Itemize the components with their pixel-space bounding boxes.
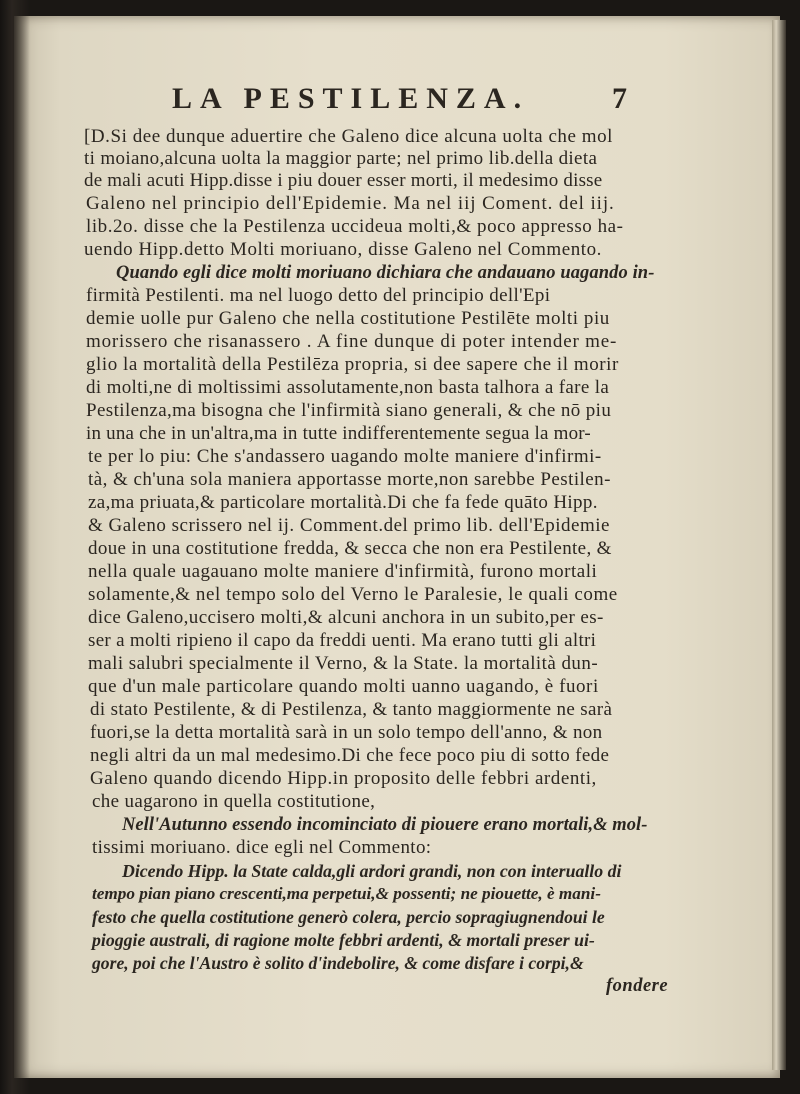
text-line: Galeno nel principio dell'Epidemie. Ma nel iij Coment. del iij. bbox=[86, 193, 615, 214]
text-line: & Galeno scrissero nel ij. Comment.del primo lib. dell'Epidemie bbox=[88, 515, 610, 536]
text-line: Dicendo Hipp. la State calda,gli ardori grandi, non con interuallo di bbox=[122, 861, 622, 881]
text-line: uendo Hipp.detto Molti moriuano, disse Galeno nel Commento. bbox=[84, 239, 602, 260]
text-line: mali salubri specialmente il Verno, & la State. la mortalità dun- bbox=[88, 653, 599, 674]
text-line: che uagarono in quella costitutione, bbox=[92, 791, 376, 812]
text-line: tà, & ch'una sola maniera apportasse morte,non sarebbe Pestilen- bbox=[88, 469, 611, 490]
text-line: za,ma priuata,& particolare mortalità.Di che fa fede quāto Hipp. bbox=[88, 492, 598, 513]
running-head: LA PESTILENZA. bbox=[172, 82, 530, 115]
text-line: Quando egli dice molti moriuano dichiara che andauano uagando in- bbox=[116, 263, 655, 283]
text-line: Nell'Autunno essendo incominciato di piouere erano mortali,& mol- bbox=[122, 815, 648, 835]
text-line: [D.Si dee dunque aduertire che Galeno dice alcuna uolta che mol bbox=[84, 126, 613, 147]
text-line: de mali acuti Hipp.disse i piu douer esser morti, il medesimo disse bbox=[84, 170, 603, 191]
text-line: demie uolle pur Galeno che nella costitutione Pestilēte molti piu bbox=[86, 308, 610, 329]
text-line: pioggie australi, di ragione molte febbri ardenti, & mortali preser ui- bbox=[92, 930, 595, 950]
text-line: glio la mortalità della Pestilēza propria, si dee sapere che il morir bbox=[86, 354, 619, 375]
text-line: di stato Pestilente, & di Pestilenza, & tanto maggiormente ne sarà bbox=[90, 699, 613, 720]
text-line: Pestilenza,ma bisogna che l'infirmità siano generali, & che nō piu bbox=[86, 400, 612, 421]
text-line: firmità Pestilenti. ma nel luogo detto del principio dell'Epi bbox=[86, 285, 551, 306]
text-line: Galeno quando dicendo Hipp.in proposito delle febbri ardenti, bbox=[90, 768, 597, 789]
text-line: tissimi moriuano. dice egli nel Commento: bbox=[92, 837, 432, 858]
text-line: morissero che risanassero . A fine dunque di poter intender me- bbox=[86, 331, 618, 352]
text-line: gore, poi che l'Austro è solito d'indebolire, & come disfare i corpi,& bbox=[92, 953, 584, 973]
text-line: festo che quella costitutione generò colera, percio sopragiugnendoui le bbox=[92, 907, 605, 927]
page-number: 7 bbox=[612, 82, 627, 115]
text-line: lib.2o. disse che la Pestilenza uccideua molti,& poco appresso ha- bbox=[86, 216, 624, 237]
text-line: negli altri da un mal medesimo.Di che fece poco piu di sotto fede bbox=[90, 745, 610, 766]
text-line: solamente,& nel tempo solo del Verno le Paralesie, le quali come bbox=[88, 584, 618, 605]
text-line: nella quale uagauano molte maniere d'infirmità, furono mortali bbox=[88, 561, 598, 582]
text-line: ser a molti ripieno il capo da freddi uenti. Ma erano tutti gli altri bbox=[88, 630, 597, 651]
text-line: doue in una costitutione fredda, & secca che non era Pestilente, & bbox=[88, 538, 612, 559]
text-line: ti moiano,alcuna uolta la maggior parte; nel primo lib.della dieta bbox=[84, 148, 598, 169]
text-line: que d'un male particolare quando molti uanno uagando, è fuori bbox=[88, 676, 599, 697]
text-line: tempo pian piano crescenti,ma perpetui,& possenti; ne piouette, è mani- bbox=[92, 884, 601, 903]
catchword: fondere bbox=[606, 976, 669, 996]
text-line: in una che in un'altra,ma in tutte indifferentemente segua la mor- bbox=[86, 423, 591, 444]
text-line: fuori,se la detta mortalità sarà in un solo tempo dell'anno, & non bbox=[90, 722, 603, 743]
text-line: dice Galeno,uccisero molti,& alcuni anchora in un subito,per es- bbox=[88, 607, 604, 628]
text-line: te per lo piu: Che s'andassero uagando molte maniere d'infirmi- bbox=[88, 446, 602, 467]
text-line: di molti,ne di moltissimi assolutamente,non basta talhora a fare la bbox=[86, 377, 610, 398]
